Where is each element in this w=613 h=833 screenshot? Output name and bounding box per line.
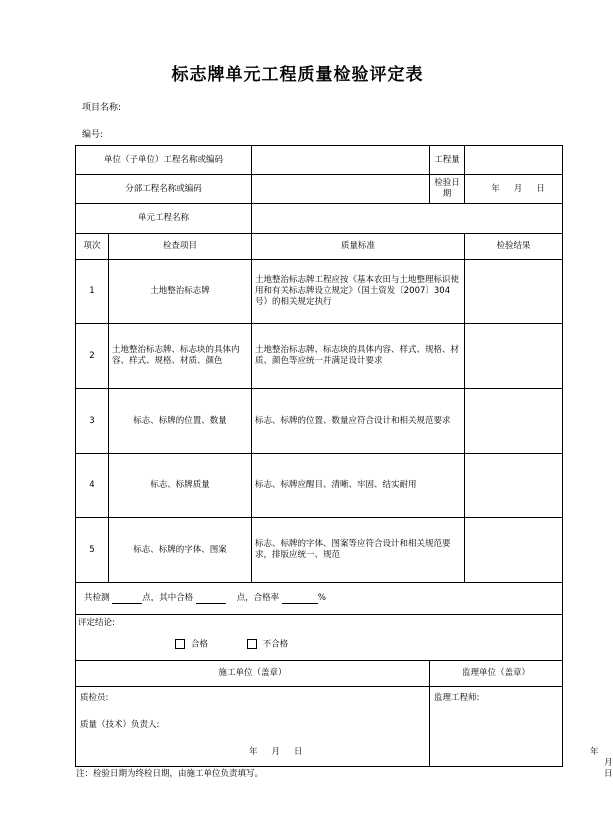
subpart-label: 分部工程名称或编码: [76, 175, 252, 204]
row-result-cell[interactable]: [465, 518, 563, 583]
row-item: 标志、标牌质量: [109, 454, 252, 518]
summary-total-label: 共检测: [84, 593, 110, 603]
serial-label: 编号:: [82, 130, 104, 140]
conclusion-label: 评定结论:: [78, 618, 115, 628]
subpart-value-cell[interactable]: [252, 175, 430, 204]
year-label: 年: [491, 183, 500, 194]
month-label: 月: [271, 747, 281, 757]
quality-lead-label: 质量（技术）负责人:: [80, 720, 160, 730]
row-seq: 4: [76, 454, 109, 518]
row-seq: 5: [76, 518, 109, 583]
conclusion-row: [76, 615, 563, 661]
row-seq: 1: [76, 260, 109, 324]
summary-cell: [76, 583, 563, 615]
total-count-blank[interactable]: [112, 593, 142, 604]
header-row-unit: [76, 146, 563, 175]
col-item: 检查项目: [109, 234, 252, 260]
unit-value-cell[interactable]: [252, 146, 430, 175]
unit-label: 单位（子单位）工程名称或编码: [76, 146, 252, 175]
col-result: 检验结果: [465, 234, 563, 260]
day-label: 日: [294, 747, 303, 757]
year-label: 年: [249, 747, 258, 757]
table-row: [76, 454, 563, 518]
month-label: 月: [604, 758, 613, 768]
signoff-header-row: [76, 661, 563, 687]
year-label: 年: [590, 747, 599, 757]
supervision-date: [590, 747, 613, 780]
col-standard: 质量标准: [252, 234, 465, 260]
quantity-label: 工程量: [430, 146, 465, 175]
supervision-unit-label: 监理单位（盖章）: [430, 661, 563, 687]
fail-label: 不合格: [262, 639, 289, 650]
inspector-label: 质检员:: [80, 693, 109, 703]
percent-sign: %: [317, 593, 326, 603]
unit-work-value-cell[interactable]: [252, 204, 563, 234]
table-row: [76, 518, 563, 583]
row-standard: 标志、标牌的位置、数量应符合设计和相关规范要求: [252, 389, 465, 454]
supervisor-label: 监理工程师:: [434, 693, 480, 703]
inspect-date-value[interactable]: [465, 175, 563, 204]
pass-count-blank[interactable]: [196, 593, 226, 604]
day-label: 日: [604, 769, 613, 779]
day-label: 日: [536, 183, 545, 194]
construction-unit-label: 施工单位（盖章）: [76, 661, 430, 687]
quantity-value-cell[interactable]: [465, 146, 563, 175]
row-item: 标志、标牌的位置、数量: [109, 389, 252, 454]
project-name-label: 项目名称:: [82, 103, 122, 113]
row-seq: 3: [76, 389, 109, 454]
row-result-cell[interactable]: [465, 454, 563, 518]
pass-rate-blank[interactable]: [282, 593, 318, 604]
unit-work-label: 单元工程名称: [76, 204, 252, 234]
column-header-row: [76, 234, 563, 260]
row-result-cell[interactable]: [465, 260, 563, 324]
header-row-unit-work: [76, 204, 563, 234]
row-item: 标志、标牌的字体、图案: [109, 518, 252, 583]
row-result-cell[interactable]: [465, 389, 563, 454]
page-title: 标志牌单元工程质量检验评定表: [171, 65, 424, 85]
table-row: [76, 324, 563, 389]
row-item: 土地整治标志牌、标志块的具体内容、样式、规格、材质、颜色: [109, 324, 252, 389]
header-row-subpart: [76, 175, 563, 204]
month-label: 月: [513, 183, 523, 194]
table-row: [76, 389, 563, 454]
pass-label: 合格: [191, 639, 209, 650]
inspect-date-label: 检验日期: [430, 175, 465, 204]
col-seq: 项次: [76, 234, 109, 260]
footnote: 注：检验日期为终检日期，由施工单位负责填写。: [76, 769, 264, 779]
summary-rate-label: 点，合格率: [236, 593, 280, 603]
row-standard: 土地整治标志牌工程应按《基本农田与土地整理标识使用和有关标志牌设立规定》（国土资发〔2007〕304号）的相关规定执行: [252, 260, 465, 324]
row-seq: 2: [76, 324, 109, 389]
row-result-cell[interactable]: [465, 324, 563, 389]
supervision-sign-cell[interactable]: [430, 687, 613, 779]
conclusion-cell: [76, 615, 563, 661]
row-item: 土地整治标志牌: [109, 260, 252, 324]
fail-checkbox[interactable]: [247, 639, 257, 649]
row-standard: 标志、标牌应醒目、清晰、牢固、结实耐用: [252, 454, 465, 518]
construction-date: [249, 747, 303, 758]
pass-checkbox[interactable]: [175, 639, 185, 649]
construction-sign-cell[interactable]: [76, 687, 430, 767]
summary-mid-label: 点，其中合格: [142, 593, 194, 603]
row-standard: 标志、标牌的字体、图案等应符合设计和相关规范要求，排版应统一、规范: [252, 518, 465, 583]
signoff-row: [76, 687, 563, 767]
row-standard: 土地整治标志牌、标志块的具体内容、样式、规格、材质、颜色等应统一并满足设计要求: [252, 324, 465, 389]
table-row: [76, 260, 563, 324]
summary-row: [76, 583, 563, 615]
